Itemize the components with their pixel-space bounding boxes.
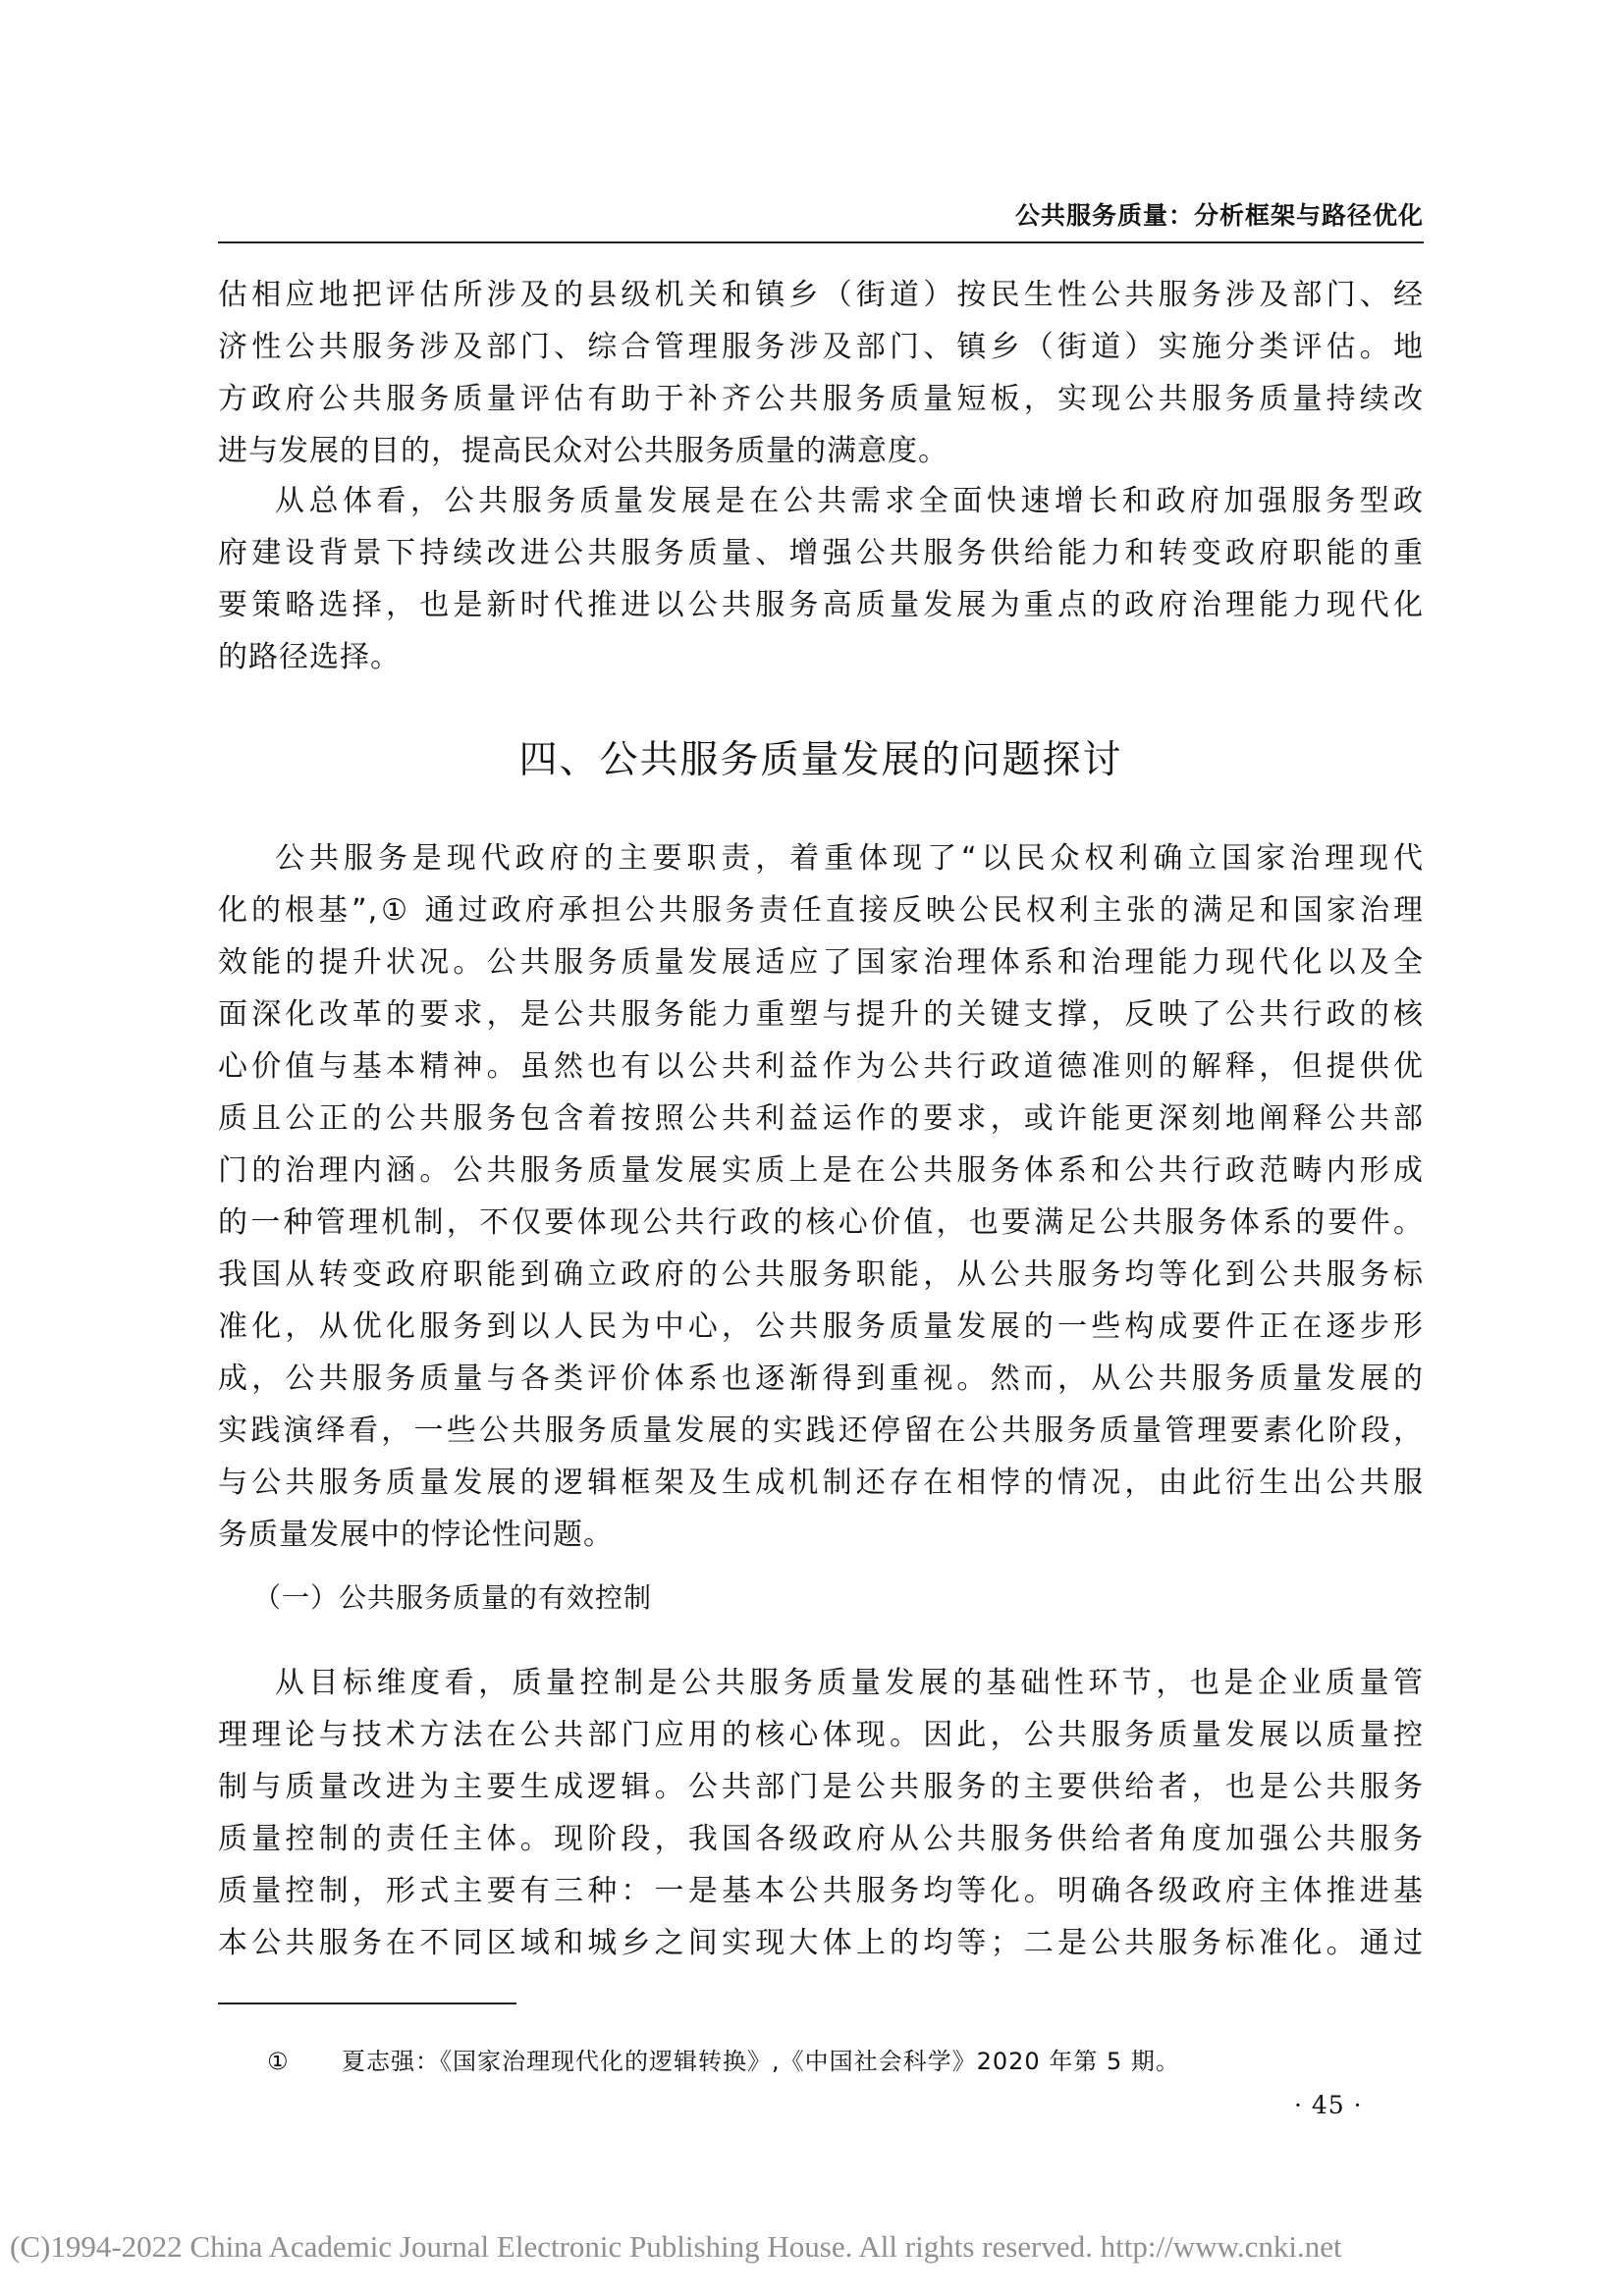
text-line: 效能的提升状况。公共服务质量发展适应了国家治理体系和治理能力现代化以及全	[218, 945, 1424, 980]
paragraph-4	[218, 1657, 1424, 1969]
text-line: 准化，从优化服务到以人民为中心，公共服务质量发展的一些构成要件正在逐步形	[218, 1309, 1424, 1344]
text-line: 门的治理内涵。公共服务质量发展实质上是在公共服务体系和公共行政范畴内形成	[218, 1153, 1424, 1188]
header-rule	[218, 241, 1424, 243]
text-line: 化的根基”,① 通过政府承担公共服务责任直接反映公民权利主张的满足和国家治理	[218, 893, 1424, 928]
text-line: 的路径选择。	[218, 640, 401, 674]
paragraph-2	[218, 475, 1424, 683]
text-line: 要策略选择，也是新时代推进以公共服务高质量发展为重点的政府治理能力现代化	[218, 588, 1424, 622]
text-line: 从目标维度看，质量控制是公共服务质量发展的基础性环节，也是企业质量管	[275, 1666, 1424, 1700]
footnote	[267, 2042, 1180, 2076]
text-line: 成，公共服务质量与各类评价体系也逐渐得到重视。然而，从公共服务质量发展的	[218, 1362, 1424, 1396]
text-line: 心价值与基本精神。虽然也有以公共利益作为公共行政道德准则的解释，但提供优	[218, 1049, 1424, 1084]
text-line: 府建设背景下持续改进公共服务质量、增强公共服务供给能力和转变政府职能的重	[218, 536, 1424, 570]
text-line: 质量控制的责任主体。现阶段，我国各级政府从公共服务供给者角度加强公共服务	[218, 1822, 1424, 1856]
text-line: 质且公正的公共服务包含着按照公共利益运作的要求，或许能更深刻地阐释公共部	[218, 1101, 1424, 1136]
text-line: 实践演绎看，一些公共服务质量发展的实践还停留在公共服务质量管理要素化阶段，	[218, 1414, 1424, 1448]
text-line: 估相应地把评估所涉及的县级机关和镇乡（街道）按民生性公共服务涉及部门、经	[218, 278, 1424, 312]
text-line: 本公共服务在不同区域和城乡之间实现大体上的均等；二是公共服务标准化。通过	[218, 1926, 1424, 1960]
text-line: 面深化改革的要求，是公共服务能力重塑与提升的关键支撑，反映了公共行政的核	[218, 997, 1424, 1032]
footnote-rule	[218, 2002, 516, 2004]
paragraph-1	[218, 269, 1424, 477]
text-line: 从总体看，公共服务质量发展是在公共需求全面快速增长和政府加强服务型政	[275, 484, 1424, 518]
text-line: 与公共服务质量发展的逻辑框架及生成机制还存在相悖的情况，由此衍生出公共服	[218, 1466, 1424, 1500]
text-line: 公共服务是现代政府的主要职责，着重体现了“以民众权利确立国家治理现代	[275, 841, 1424, 876]
footnote-marker: ①	[267, 2048, 290, 2075]
text-line: 制与质量改进为主要生成逻辑。公共部门是公共服务的主要供给者，也是公共服务	[218, 1770, 1424, 1804]
running-head: 公共服务质量：分析框架与路径优化	[1014, 201, 1424, 230]
page-number: · 45 ·	[1294, 2091, 1363, 2119]
text-line: 方政府公共服务质量评估有助于补齐公共服务质量短板，实现公共服务质量持续改	[218, 382, 1424, 416]
footnote-text: 夏志强：《国家治理现代化的逻辑转换》,《中国社会科学》2020 年第 5 期。	[342, 2048, 1180, 2075]
text-line: 济性公共服务涉及部门、综合管理服务涉及部门、镇乡（街道）实施分类评估。地	[218, 330, 1424, 364]
section-heading: 四、公共服务质量发展的问题探讨	[518, 738, 1123, 782]
text-line: 理理论与技术方法在公共部门应用的核心体现。因此，公共服务质量发展以质量控	[218, 1718, 1424, 1752]
text-line: 的一种管理机制，不仅要体现公共行政的核心价值，也要满足公共服务体系的要件。	[218, 1205, 1424, 1240]
text-line: 我国从转变政府职能到确立政府的公共服务职能，从公共服务均等化到公共服务标	[218, 1257, 1424, 1292]
subsection-heading: （一）公共服务质量的有效控制	[253, 1581, 653, 1614]
text-line: 务质量发展中的悖论性问题。	[218, 1518, 614, 1552]
text-line: 质量控制，形式主要有三种：一是基本公共服务均等化。明确各级政府主体推进基	[218, 1874, 1424, 1908]
text-line: 进与发展的目的，提高民众对公共服务质量的满意度。	[218, 434, 948, 468]
copyright-notice: (C)1994-2022 China Academic Journal Electronic Publishing House. All rights reserved. http://www.cnki.net	[10, 2229, 1342, 2264]
paragraph-3	[218, 832, 1424, 1561]
